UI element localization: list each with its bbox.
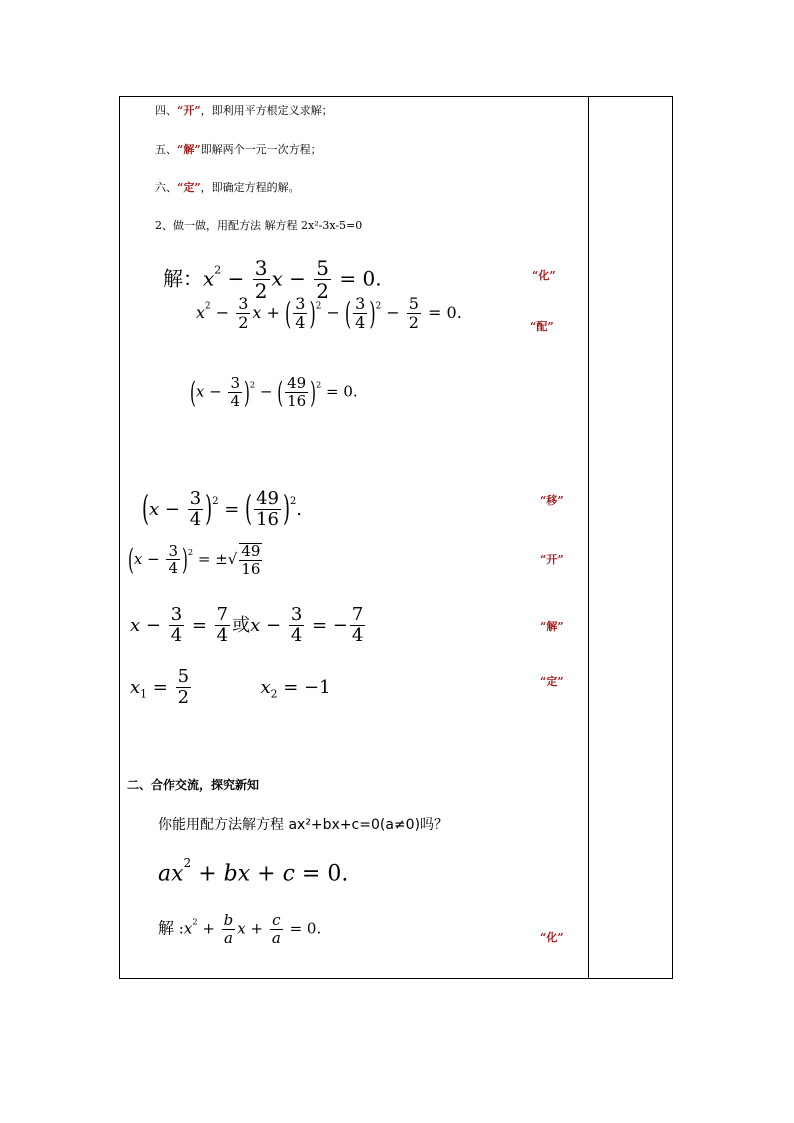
step-five: [155, 141, 322, 157]
tag-yi: “移”: [540, 494, 564, 507]
tag-ding: “定”: [540, 675, 564, 688]
tag-jie: “解”: [540, 620, 564, 633]
equation-factored: (x − $\frac{3}{4}$ )$^2$ − ( $\frac{49}{16}$ )$^2$ = 0.: [190, 374, 358, 410]
equation-linear: x − $\frac{3}{4}$ = $\frac{7}{4}$ 或x − $\frac{3}{4}$ = − $\frac{7}{4}$: [130, 604, 364, 646]
section-heading: 二、合作交流，探究新知: [127, 778, 260, 792]
solution-label: 解：: [163, 266, 203, 291]
general-equation-normalized: 解 $:x^2$ + $\frac{b}{a}$ x + $\frac{c}{a}$ = 0.: [158, 911, 322, 947]
table-column-divider: [588, 96, 589, 979]
equation-simplify: 解：$x^2$ − $\frac{3}{2}$ x − $\frac{5}{2}$ = 0.: [163, 256, 382, 303]
step-four-text: ，即利用平方根定义求解；: [200, 104, 333, 117]
step-six: [155, 179, 300, 195]
equation-sqrt: (x − $\frac{3}{4}$ )$^2$ = ±√ $\frac{49}{16}$: [128, 541, 261, 578]
equation-roots: $x_1$ = $\frac{5}{2}$ $x_2 = -1$: [130, 666, 331, 708]
step-six-key: “定”: [177, 181, 201, 194]
tag-hua: “化”: [532, 269, 556, 282]
task-prompt: 2、做一做，用配方法 解方程 2x²-3x-5=0: [155, 219, 363, 232]
step-four: [155, 102, 333, 118]
general-equation: $ax^2$ + bx + c = 0.: [158, 856, 349, 887]
step-six-text: ，即确定方程的解。: [200, 181, 300, 194]
step-six-prefix: 六、: [155, 181, 177, 194]
step-four-prefix: 四、: [155, 104, 177, 117]
equation-move: (x − $\frac{3}{4}$ )$^2$ = ( $\frac{49}{16}$ )$^2$.: [142, 488, 303, 530]
equation-complete-square: $x^2$ − $\frac{3}{2}$ x + ( $\frac{3}{4}$ )$^2$ − ( $\frac{3}{4}$ )$^2$ − $\frac{5}{2}$ = 0.: [196, 294, 462, 332]
tag-hua-2: “化”: [540, 931, 564, 944]
step-five-key: “解”: [177, 143, 201, 156]
general-solution-label: 解: [158, 918, 175, 938]
step-four-key: “开”: [177, 104, 201, 117]
step-five-prefix: 五、: [155, 143, 177, 156]
or-word: 或: [232, 614, 251, 636]
tag-kai: “开”: [540, 553, 564, 566]
tag-pei: “配”: [530, 320, 554, 333]
step-five-text: 即解两个一元一次方程；: [200, 143, 322, 156]
question-text: 你能用配方法解方程 ax²+bx+c=0(a≠0)吗？: [158, 817, 449, 833]
